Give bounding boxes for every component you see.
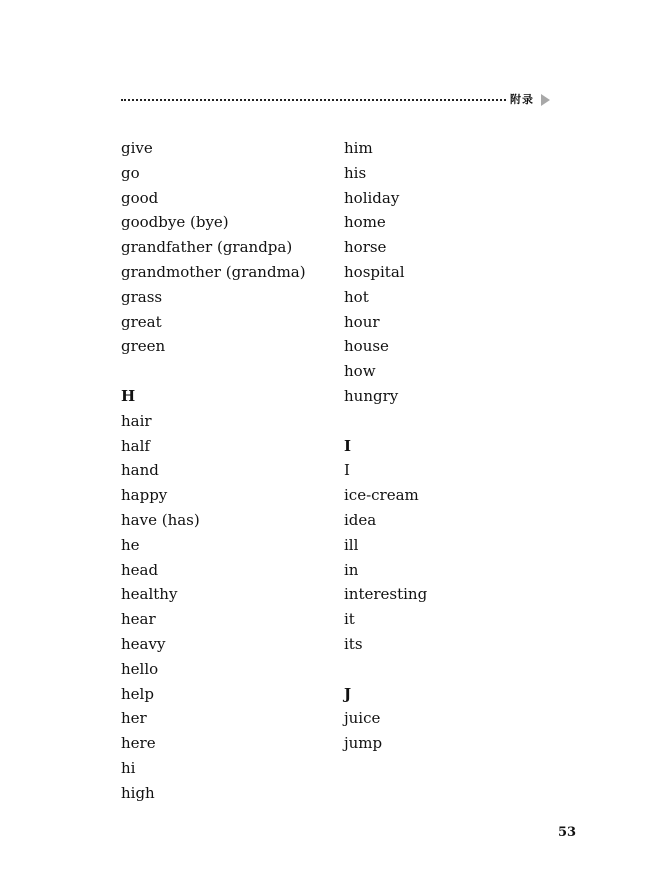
word-entry: hot (344, 287, 369, 306)
header-dotted-rule (121, 99, 506, 101)
word-entry: ill (344, 535, 359, 554)
letter-section-heading: I (344, 436, 352, 455)
blank-spacer (344, 409, 554, 434)
letter-section-heading: H (121, 386, 136, 405)
word-entry: house (344, 337, 389, 356)
word-entry: idea (344, 510, 377, 529)
word-entry: hour (344, 312, 380, 331)
word-entry: grandfather (grandpa) (121, 238, 293, 257)
word-entry: hello (121, 659, 159, 678)
word-entry: good (121, 188, 159, 207)
word-entry: hospital (344, 262, 405, 281)
word-entry: head (121, 560, 159, 579)
word-entry: half (121, 436, 150, 455)
word-entry: he (121, 535, 140, 554)
word-entry: it (344, 610, 355, 629)
word-entry: hi (121, 758, 136, 777)
word-entry: healthy (121, 585, 178, 604)
letter-section-heading: J (344, 684, 352, 703)
word-entry: him (344, 139, 373, 157)
word-entry: green (121, 337, 166, 356)
word-entry: give (121, 139, 153, 157)
word-entry: hungry (344, 386, 399, 405)
word-entry: holiday (344, 188, 400, 207)
word-entry: hear (121, 610, 156, 629)
word-entry: interesting (344, 585, 428, 604)
word-entry: here (121, 734, 156, 753)
word-entry: how (344, 362, 376, 381)
word-list-left-column (121, 136, 331, 806)
word-entry: grass (121, 287, 163, 306)
header-arrow-icon (541, 94, 550, 106)
word-entry: jump (344, 734, 383, 753)
word-entry: high (121, 783, 155, 802)
word-entry: ice-cream (344, 486, 419, 505)
word-entry: its (344, 634, 363, 653)
word-entry: heavy (121, 634, 166, 653)
word-entry: juice (344, 709, 381, 728)
word-entry: go (121, 163, 140, 182)
word-entry: in (344, 560, 359, 579)
blank-spacer (121, 359, 331, 384)
header-title: 附录 (510, 93, 534, 106)
word-entry: her (121, 709, 147, 728)
word-entry: hand (121, 461, 159, 480)
word-entry: help (121, 684, 154, 703)
page-number: 53 (558, 825, 577, 840)
word-entry: have (has) (121, 510, 200, 529)
word-entry: home (344, 213, 386, 232)
word-entry: goodbye (bye) (121, 213, 229, 232)
word-entry: great (121, 312, 162, 331)
word-entry: his (344, 163, 367, 182)
blank-spacer (344, 657, 554, 682)
page-header (121, 93, 553, 107)
word-entry: I (344, 461, 350, 480)
word-entry: horse (344, 238, 387, 257)
word-entry: happy (121, 486, 168, 505)
word-entry: hair (121, 411, 152, 430)
word-entry: grandmother (grandma) (121, 262, 306, 281)
word-list-right-column (344, 136, 554, 756)
